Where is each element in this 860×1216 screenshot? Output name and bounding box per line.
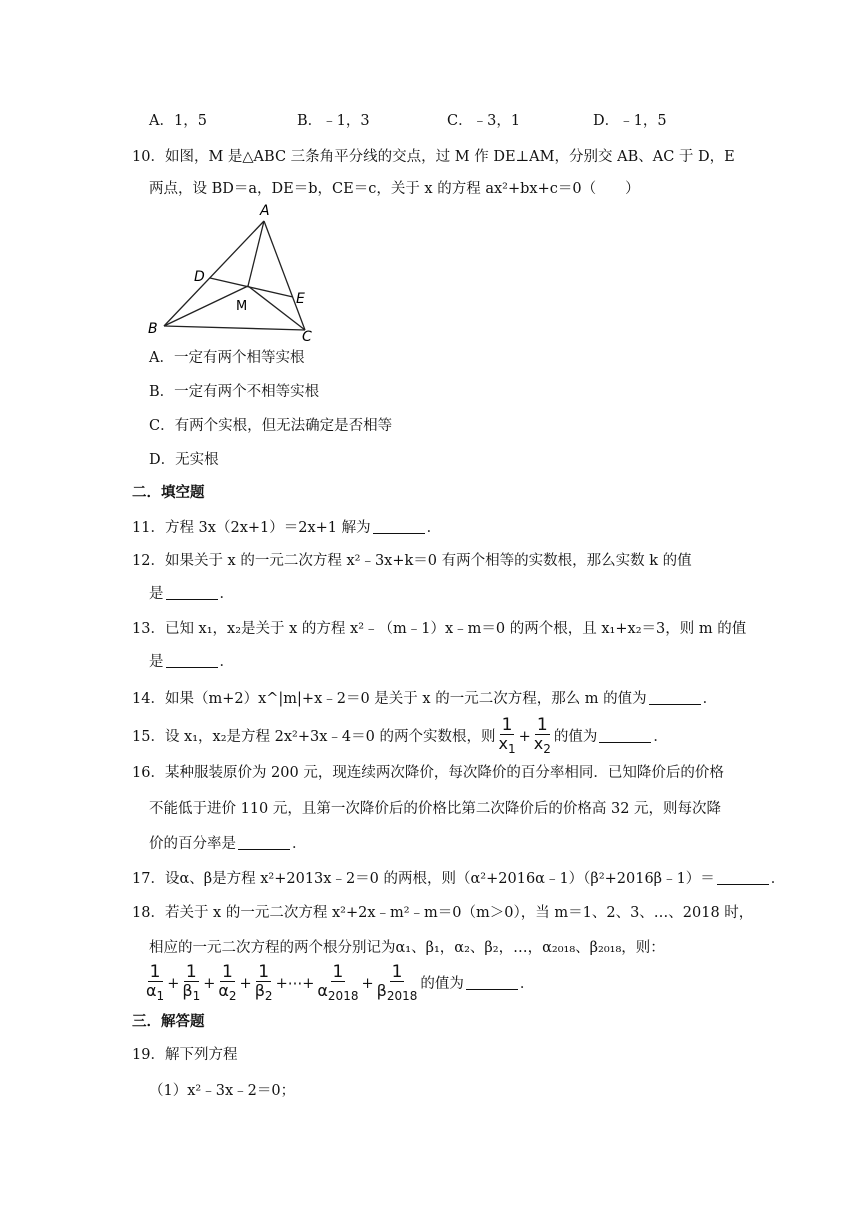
fraction-1-over-beta2018: $\frac{1}{\beta_{2018}}$: [376, 962, 418, 1004]
q19-title: 19．解下列方程: [132, 1047, 238, 1063]
q13-line2: 是 ．: [149, 654, 234, 670]
segment-am: [248, 221, 264, 286]
answer-blank: [466, 975, 518, 990]
answer-blank: [238, 835, 290, 850]
answer-blank: [717, 870, 769, 885]
q14-text: 14．如果（m+2）x^|m|+x﹣2＝0 是关于 x 的一元二次方程，那么 m 的值为: [132, 691, 647, 707]
q10-option-c: C．有两个实根，但无法确定是否相等: [149, 418, 393, 434]
q12-line2: 是 ．: [149, 586, 234, 602]
fraction-1-over-alpha1: $\frac{1}{\alpha_1}$: [146, 962, 165, 1004]
q11-text: 11．方程 3x（2x+1）＝2x+1 解为: [132, 520, 371, 536]
q11: 11．方程 3x（2x+1）＝2x+1 解为 ．: [132, 520, 442, 536]
q10-line2: 两点，设 BD＝a，DE＝b，CE＝c，关于 x 的方程 ax²+bx+c＝0（ ）: [149, 181, 640, 197]
q16-line3: 价的百分率是 ．: [149, 836, 307, 852]
fraction-1-over-x2: $\frac{1}{x_2}$: [533, 715, 551, 757]
fraction-1-over-beta2: $\frac{1}{\beta_2}$: [254, 962, 273, 1004]
triangle-figure: [140, 198, 330, 343]
fraction-1-over-x1: $\frac{1}{x_1}$: [498, 715, 516, 757]
q15-text: 15．设 x₁，x₂是方程 2x²+3x﹣4＝0 的两个实数根，则: [132, 729, 496, 746]
label-b: B: [148, 321, 158, 337]
fraction-1-over-beta1: $\frac{1}{\beta_1}$: [182, 962, 201, 1004]
label-c: C: [302, 329, 312, 343]
q10-option-a: A．一定有两个相等实根: [149, 350, 305, 366]
q15-after: 的值为: [553, 729, 598, 746]
q12-line2-text: 是: [149, 586, 164, 602]
q9-option-a: A．1，5: [149, 113, 207, 129]
q9-option-b: B．﹣1，3: [297, 113, 370, 129]
answer-blank: [166, 653, 218, 668]
q13-line2-text: 是: [149, 654, 164, 670]
section-heading-fill-in: 二．填空题: [132, 485, 205, 501]
q10-line1: 10．如图，M 是△ABC 三条角平分线的交点，过 M 作 DE⊥AM，分别交 AB、AC 于 D，E: [132, 149, 735, 165]
q18-line2: 相应的一元二次方程的两个根分别记为α₁、β₁，α₂、β₂，…，α₂₀₁₈、β₂₀₁₈，则：: [149, 940, 665, 956]
q17-text: 17．设α、β是方程 x²+2013x﹣2＝0 的两根，则（α²+2016α﹣1）（β²+2016β﹣1）＝: [132, 871, 715, 887]
q14: 14．如果（m+2）x^|m|+x﹣2＝0 是关于 x 的一元二次方程，那么 m 的值为 ．: [132, 691, 718, 707]
q9-option-d: D．﹣1，5: [593, 113, 667, 129]
answer-blank: [649, 690, 701, 705]
fraction-1-over-alpha2018: $\frac{1}{\alpha_{2018}}$: [317, 962, 359, 1004]
q17: 17．设α、β是方程 x²+2013x﹣2＝0 的两根，则（α²+2016α﹣1）（β²+2016β﹣1）＝ ．: [132, 871, 786, 887]
q13-line1: 13．已知 x₁，x₂是关于 x 的方程 x²﹣（m﹣1）x﹣m＝0 的两个根，且 x₁+x₂＝3，则 m 的值: [132, 621, 747, 637]
q10-option-b: B．一定有两个不相等实根: [149, 384, 320, 400]
section-heading-solve: 三．解答题: [132, 1014, 205, 1030]
q15: 15．设 x₁，x₂是方程 2x²+3x﹣4＝0 的两个实数根，则 $\frac{1}{x_1}$ + $\frac{1}{x_2}$ 的值为 ．: [132, 715, 668, 757]
fraction-1-over-alpha2: $\frac{1}{\alpha_2}$: [218, 962, 237, 1004]
segment-de: [210, 278, 293, 297]
label-e: E: [296, 291, 305, 307]
q16-line1: 16．某种服装原价为 200 元，现连续两次降价，每次降价的百分率相同．已知降价后的价格: [132, 765, 724, 781]
answer-blank: [373, 519, 425, 534]
q19-part1: （1）x²﹣3x﹣2＝0；: [149, 1083, 296, 1099]
answer-blank: [166, 585, 218, 600]
q9-option-c: C．﹣3，1: [447, 113, 521, 129]
side-ab: [164, 221, 264, 326]
label-m: M: [236, 299, 248, 314]
q16-line2: 不能低于进价 110 元，且第一次降价后的价格比第二次降价后的价格高 32 元，则每次降: [149, 801, 722, 817]
label-d: D: [194, 269, 205, 285]
q12-line1: 12．如果关于 x 的一元二次方程 x²﹣3x+k＝0 有两个相等的实数根，那么实数 k 的值: [132, 553, 692, 569]
q18-sum-expression: $\frac{1}{\alpha_1}$ + $\frac{1}{\beta_1}$ + $\frac{1}{\alpha_2}$ + $\frac{1}{\beta_2}$ +⋯+ $\frac{1}{\alpha_{2018}}$ + $\frac{1}{\beta_{2018}}$ 的值为 ．: [146, 962, 535, 1004]
label-a: A: [260, 203, 270, 219]
answer-blank: [599, 728, 651, 743]
q18-after: 的值为: [420, 976, 464, 993]
q16-line3-text: 价的百分率是: [149, 836, 236, 852]
q18-line1: 18．若关于 x 的一元二次方程 x²+2x﹣m²﹣m＝0（m＞0），当 m＝1、2、3、…、2018 时，: [132, 905, 754, 921]
side-bc: [164, 326, 305, 330]
q10-option-d: D．无实根: [149, 452, 219, 468]
